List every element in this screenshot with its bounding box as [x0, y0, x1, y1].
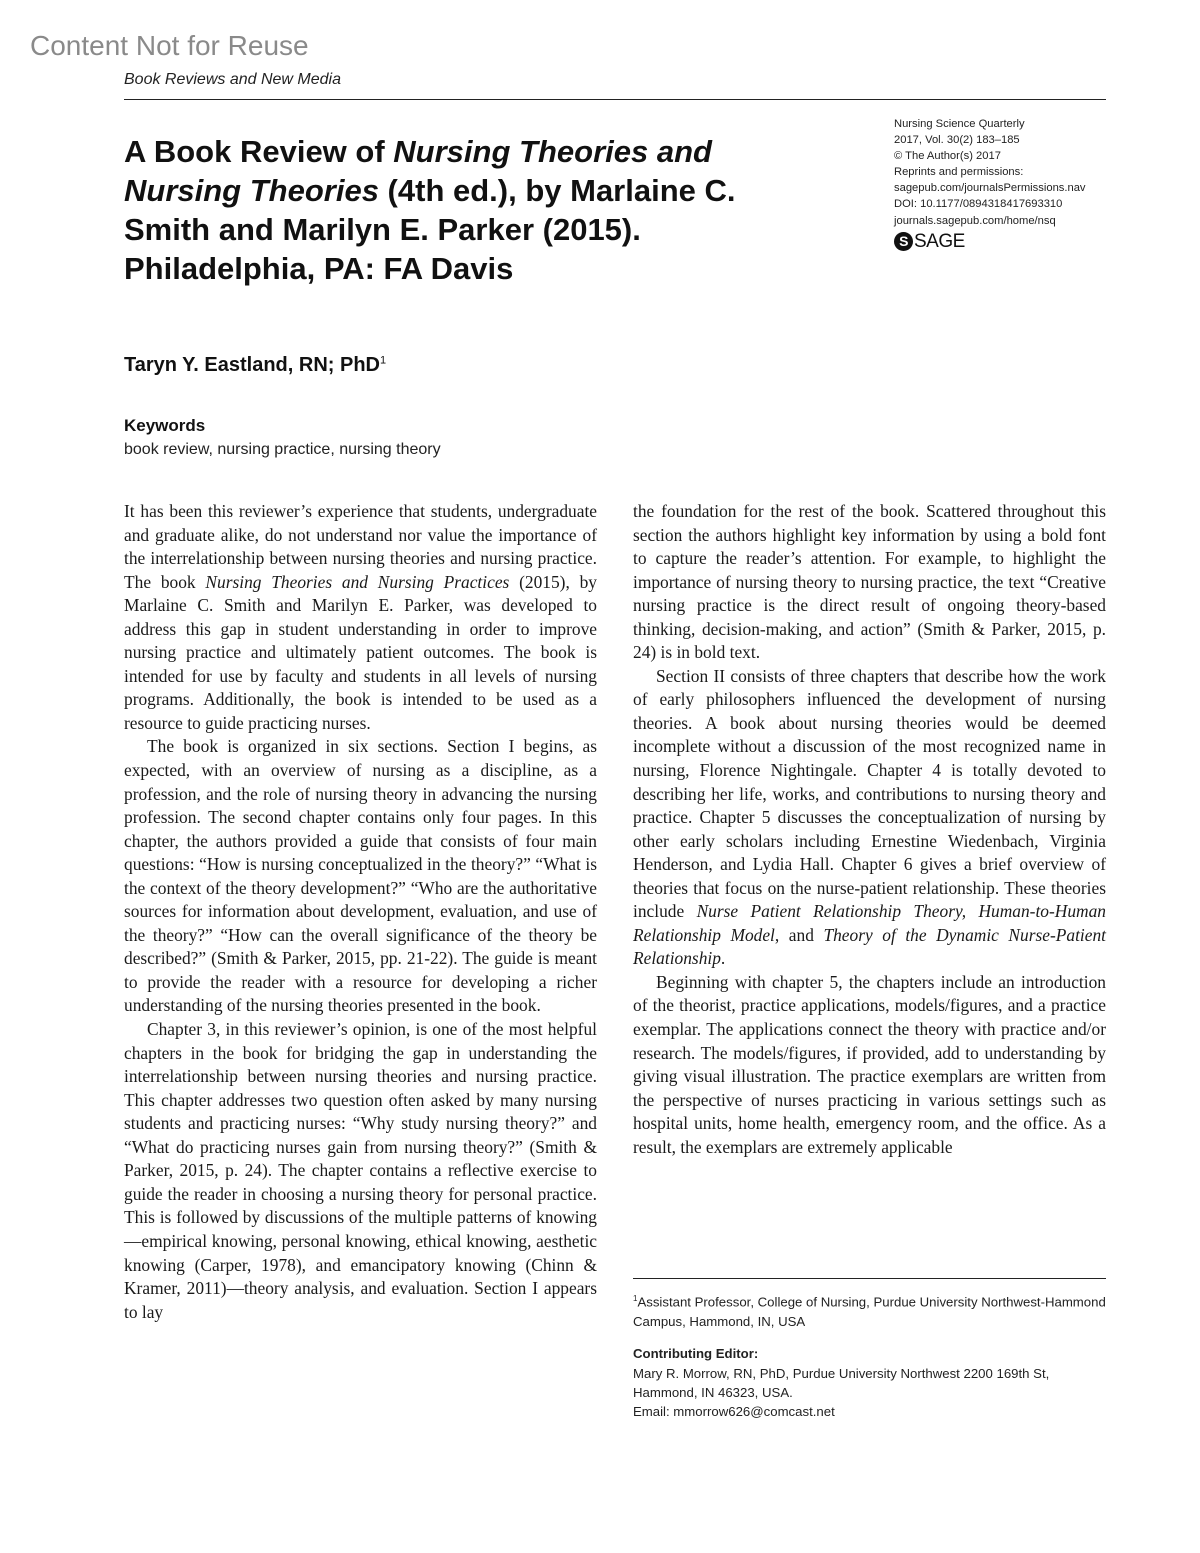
contributing-editor-heading: Contributing Editor: — [633, 1346, 759, 1362]
contributing-editor-email: Email: mmorrow626@comcast.net — [633, 1404, 835, 1420]
journal-meta-line: 2017, Vol. 30(2) 183–185 — [894, 134, 1020, 147]
publisher-name: SAGE — [914, 230, 965, 252]
journal-meta-line: Reprints and permissions: — [894, 166, 1024, 179]
author-affiliation-marker: 1 — [380, 354, 387, 367]
sage-logo-icon: S — [894, 232, 913, 251]
body-text: . — [720, 948, 726, 969]
body-paragraph — [633, 665, 1106, 971]
body-text: Section II consists of three chapters that describe how the work of early philosophers influenced the development of nursing theories. A book about nursing theories would be deemed incomplete without a discussion of the most recognized name in nursing, Florence Nightingale. Chapter 4 is totally devoted to describing her life, works, and contributions to nursing theory and practice. Chapter 5 discusses the conceptualization of nursing by other early scholars including Ernestine Wiedenbach, Virginia Henderson, and Lydia Hall. Chapter 6 gives a brief overview of theories that focus on the nurse-patient relationship. These theories include — [633, 665, 1106, 922]
footnotes — [633, 1289, 1113, 1422]
journal-meta-line: Nursing Science Quarterly — [894, 118, 1025, 130]
body-text: , and — [774, 924, 824, 945]
body-column-right — [633, 500, 1106, 1159]
article-title — [124, 132, 824, 288]
journal-meta-line: journals.sagepub.com/home/nsq — [894, 214, 1056, 227]
contributing-editor-address: Mary R. Morrow, RN, PhD, Purdue University Northwest 2200 169th St, Hammond, IN 46323, USA. — [633, 1365, 1050, 1401]
affiliation-text: Assistant Professor, College of Nursing, Purdue University Northwest-Hammond Campus, Hammond, IN, USA — [633, 1294, 1106, 1329]
book-title-italic: Nursing Theories and Nursing Practices — [205, 571, 510, 592]
header-rule — [124, 99, 1106, 100]
keywords-heading: Keywords — [124, 416, 206, 435]
body-paragraph: the foundation for the rest of the book. Scattered throughout this section the authors highlight key information by using a bold font to capture the reader’s attention. For example, to highlight the importance of nursing theory to nursing practice, the text “Creative nursing practice is the direct result of ongoing theory-based thinking, decision-making, and action” (Smith & Parker, 2015, p. 24) is in bold text. — [633, 501, 1106, 663]
theory-name-italic: Nurse Patient Relationship Theory, Human-to-Human Relationship Model — [633, 901, 1106, 945]
body-paragraph: Chapter 3, in this reviewer’s opinion, is one of the most helpful chapters in the book for bridging the gap in understanding the interrelationship between nursing theories and nursing practice. This chapter addresses two question often asked by many nursing students and practicing nurses: “Why study nursing theory?” and “What do practicing nurses gain from nursing theory?” (Smith & Parker, 2015, p. 24). The chapter contains a reflective exercise to guide the reader in choosing a nursing theory for personal practice. This is followed by discussions of the multiple patterns of knowing—empirical knowing, personal knowing, ethical knowing, aesthetic knowing (Carper, 1978), and emancipatory knowing (Chinn & Kramer, 2011)—theory analysis, and evaluation. Section I appears to lay — [124, 1019, 597, 1322]
body-paragraph: The book is organized in six sections. Section I begins, as expected, with an overview of nursing as a discipline, as a profession, and the role of nursing theory in advancing the nursing profession. The second chapter contains only four pages. In this chapter, the authors provided a guide that consists of four main questions: “How is nursing conceptualized in the theory?” “What is the context of the theory development?” “Who are the authoritative sources for information about development, evaluation, and use of the theory?” “How can the overall significance of the theory be described?” (Smith & Parker, 2015, pp. 21-22). The guide is meant to provide the reader with a resource for developing a richer understanding of the nursing theories presented in the book. — [124, 736, 597, 1016]
author-name: Taryn Y. Eastland, RN; PhD — [124, 354, 380, 376]
footnote-rule — [633, 1278, 1106, 1279]
body-paragraph: Beginning with chapter 5, the chapters include an introduction of the theorist, practice applications, models/figures, and a practice exemplar. The applications connect the theory with practice and/or research. The models/figures, if provided, add to understanding by giving visual illustration. The practice exemplars are written from the perspective of nurses practicing in various settings such as hospital units, home health, emergency room, and the office. As a result, the exemplars are extremely applicable — [633, 971, 1106, 1157]
journal-meta-line: sagepub.com/journalsPermissions.nav — [894, 182, 1086, 195]
title-part: (4th ed.), by Marlaine C. Smith and Marilyn E. Parker (2015). Philadelphia, PA: FA Davis — [124, 173, 736, 286]
affiliation-footnote — [633, 1289, 1113, 1331]
body-text: It has been this reviewer’s experience that students, undergraduate and graduate alike, do not understand nor value the importance of the interrelationship between nursing theories and nursing practice. The book — [124, 501, 597, 592]
body-paragraph — [124, 500, 597, 735]
journal-meta-line: © The Author(s) 2017 — [894, 150, 1001, 163]
title-book-italic: Nursing Theories and Nursing Theories — [124, 134, 712, 208]
title-part: A Book Review of — [124, 134, 394, 169]
author-line — [124, 354, 386, 377]
body-text: (2015), by Marlaine C. Smith and Marilyn E. Parker, was developed to address this gap in student understanding in order to improve nursing practice and ultimately patient outcomes. The book is intended for use by faculty and students in all levels of nursing programs. Additionally, the book is intended to be used as a resource to guide practicing nurses. — [124, 571, 597, 733]
watermark: Content Not for Reuse — [30, 30, 309, 61]
journal-meta-line: DOI: 10.1177/0894318417693310 — [894, 198, 1063, 211]
body-column-left — [124, 500, 597, 1324]
journal-meta — [894, 116, 1124, 253]
keywords-text: book review, nursing practice, nursing theory — [124, 441, 441, 458]
affiliation-marker: 1 — [633, 1294, 638, 1303]
theory-name-italic: Theory of the Dynamic Nurse-Patient Relationship — [633, 924, 1106, 969]
publisher-logo — [894, 231, 1124, 253]
running-head: Book Reviews and New Media — [124, 71, 341, 88]
